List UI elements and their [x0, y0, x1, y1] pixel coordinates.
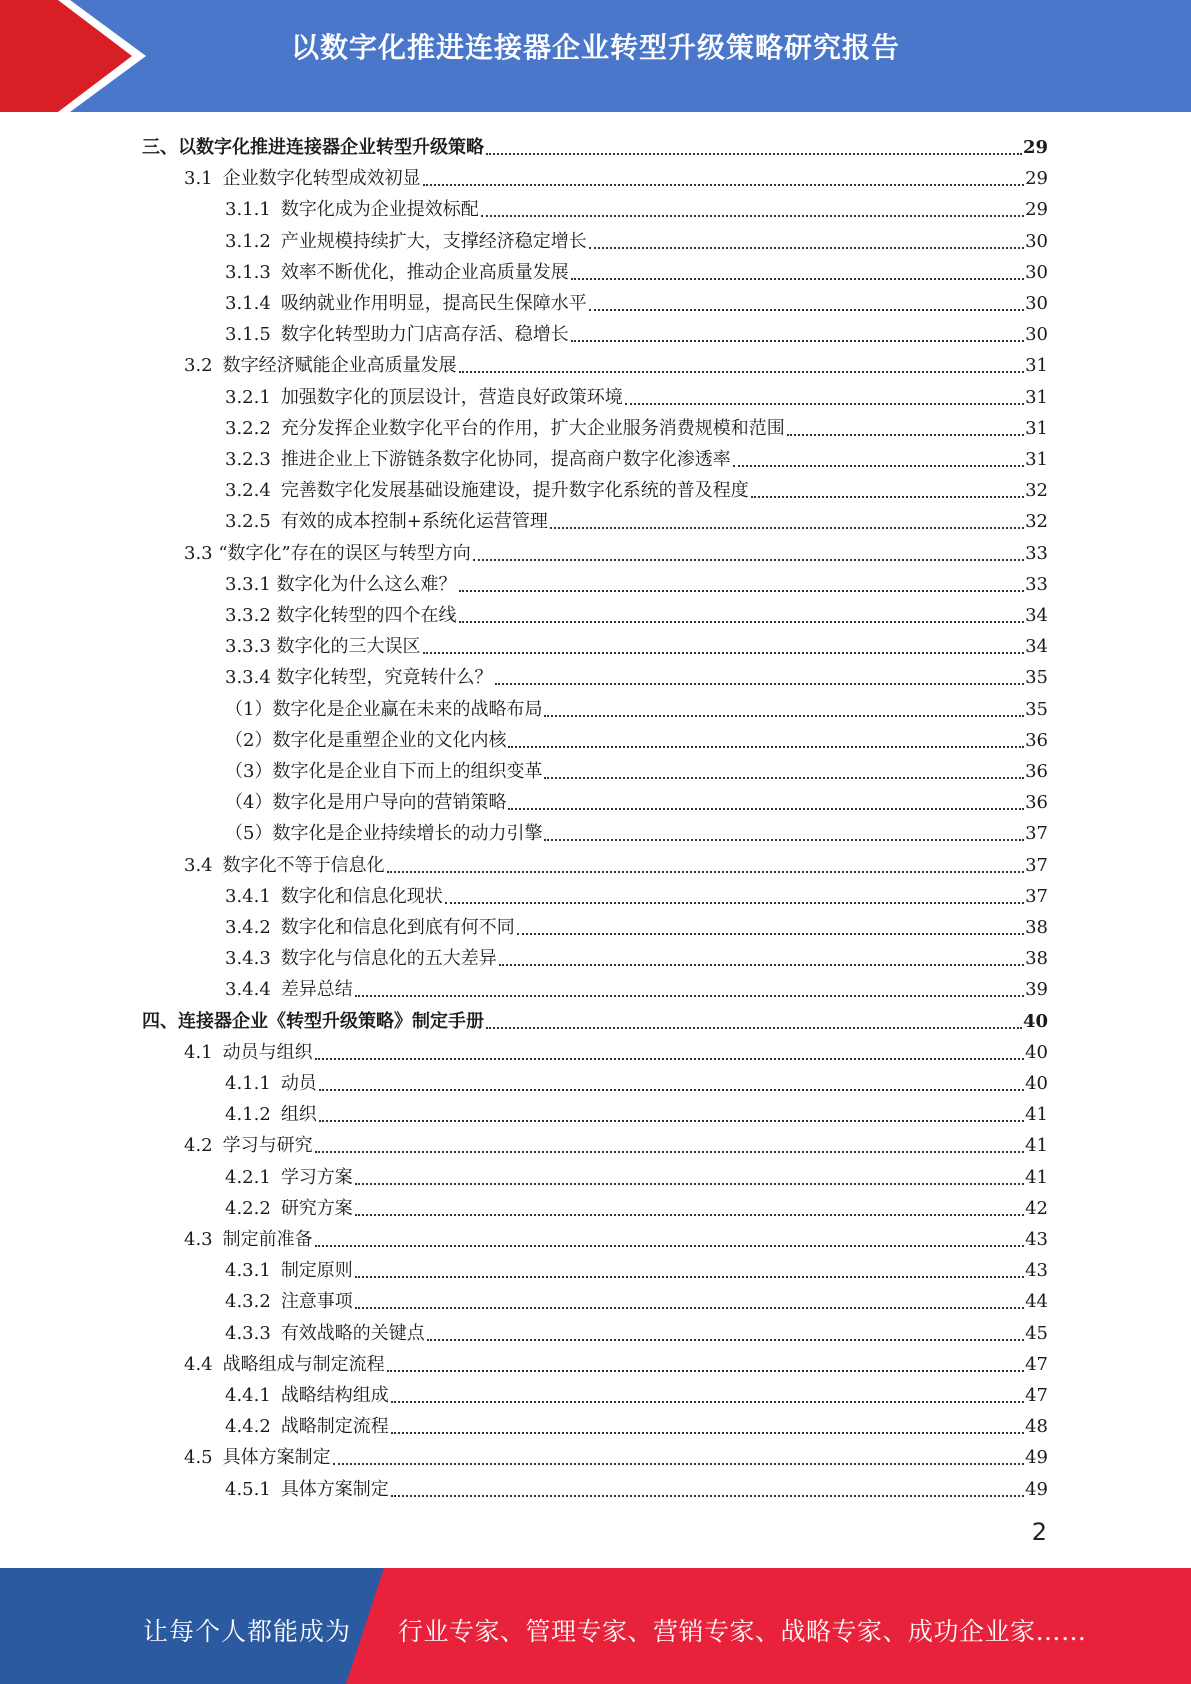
toc-entry-title: 有效的成本控制+系统化运营管理 [280, 511, 548, 533]
toc-entry-page: 47 [1025, 1385, 1048, 1406]
toc-dot-leader [625, 403, 1024, 405]
toc-entry-title: 研究方案 [280, 1197, 353, 1219]
toc-entry-title: 动员 [280, 1073, 317, 1094]
toc-dot-leader [459, 621, 1025, 623]
toc-dot-leader [517, 933, 1024, 935]
toc-entry-page: 35 [1025, 698, 1048, 720]
toc-entry[interactable] [142, 1002, 1048, 1033]
toc-entry[interactable] [184, 1033, 1048, 1064]
toc-entry-title: 数字经济赋能企业高质量发展 [222, 355, 457, 377]
toc-entry[interactable] [225, 502, 1048, 533]
toc-entry-page: 41 [1025, 1166, 1048, 1188]
toc-entry-title: 数字化与信息化的五大差异 [280, 948, 497, 970]
toc-entry-title: 产业规模持续扩大，支撑经济稳定增长 [280, 230, 587, 252]
toc-dot-leader [355, 1214, 1024, 1216]
toc-entry-number: 3.2.3 [225, 449, 271, 470]
toc-dot-leader [787, 434, 1024, 436]
toc-dot-leader [333, 1463, 1024, 1465]
toc-dot-leader [315, 1151, 1024, 1153]
toc-entry[interactable] [184, 1438, 1048, 1469]
toc-entry[interactable] [225, 222, 1048, 253]
toc-entry-title: （5）数字化是企业持续增长的动力引擎 [225, 823, 543, 845]
toc-entry[interactable] [225, 253, 1048, 284]
toc-entry[interactable] [225, 721, 1048, 752]
toc-entry-page: 31 [1025, 386, 1048, 408]
toc-dot-leader [486, 153, 1022, 155]
toc-entry-page: 40 [1025, 1041, 1048, 1063]
toc-entry[interactable] [225, 814, 1048, 845]
toc-entry-number: 4.3.2 [225, 1291, 271, 1313]
toc-entry-title: 四、连接器企业《转型升级策略》制定手册 [142, 1010, 484, 1032]
toc-entry-number: 4.4.1 [225, 1385, 271, 1406]
toc-entry[interactable] [225, 1064, 1048, 1095]
toc-entry[interactable] [225, 1470, 1048, 1501]
toc-entry[interactable] [225, 877, 1048, 908]
toc-entry-page: 49 [1025, 1478, 1048, 1500]
toc-entry-page: 34 [1025, 636, 1048, 658]
toc-entry-title: 加强数字化的顶层设计，营造良好政策环境 [280, 386, 623, 408]
toc-dot-leader [319, 1120, 1024, 1122]
toc-dot-leader [733, 465, 1024, 467]
toc-dot-leader [355, 1183, 1024, 1185]
toc-entry-page: 33 [1025, 573, 1048, 595]
toc-entry[interactable] [225, 752, 1048, 783]
toc-entry-page: 41 [1025, 1104, 1048, 1126]
toc-dot-leader [387, 871, 1024, 873]
toc-entry-page: 38 [1025, 917, 1048, 938]
toc-entry-title: （1）数字化是企业赢在未来的战略布局 [225, 698, 543, 720]
toc-dot-leader [427, 1339, 1024, 1341]
toc-entry-title: 注意事项 [280, 1291, 353, 1313]
toc-entry-number: 4.5 [184, 1447, 213, 1469]
toc-entry-title: 具体方案制定 [222, 1447, 331, 1469]
toc-dot-leader [499, 964, 1024, 966]
toc-entry-page: 36 [1025, 792, 1048, 814]
toc-entry[interactable] [184, 346, 1048, 377]
toc-entry-title: 效率不断优化，推动企业高质量发展 [280, 261, 569, 283]
toc-entry-title: 数字化和信息化现状 [280, 885, 443, 907]
toc-dot-leader [355, 995, 1024, 997]
toc-entry-title: 三、以数字化推进连接器企业转型升级策略 [142, 137, 484, 158]
toc-dot-leader [319, 1089, 1024, 1091]
toc-entry-title: 3.3.4 数字化转型，究竟转什么？ [225, 667, 493, 689]
toc-entry-page: 43 [1025, 1229, 1048, 1250]
toc-entry[interactable] [225, 565, 1048, 596]
toc-entry-page: 30 [1025, 230, 1048, 252]
toc-dot-leader [751, 496, 1024, 498]
header-band [0, 0, 1191, 112]
toc-entry-number: 3.2.4 [225, 480, 271, 502]
toc-entry[interactable] [225, 1251, 1048, 1282]
toc-entry-page: 45 [1025, 1322, 1048, 1344]
toc-entry-title: 3.3.2 数字化转型的四个在线 [225, 605, 457, 626]
toc-dot-leader [315, 1058, 1024, 1060]
toc-entry[interactable] [225, 627, 1048, 658]
toc-dot-leader [486, 1027, 1022, 1029]
toc-entry-title: 具体方案制定 [280, 1478, 389, 1500]
toc-dot-leader [544, 839, 1024, 841]
toc-entry-page: 36 [1025, 729, 1048, 751]
footer-slogan-left: 让每个人都能成为 [143, 1617, 352, 1646]
toc-entry-page: 49 [1025, 1447, 1048, 1469]
page-number: 2 [1031, 1518, 1047, 1546]
toc-entry-title: 制定原则 [280, 1260, 353, 1282]
toc-entry[interactable] [142, 128, 1048, 159]
toc-entry[interactable] [184, 1220, 1048, 1251]
toc-entry-title: 吸纳就业作用明显，提高民生保障水平 [280, 293, 587, 314]
toc-entry-page: 47 [1025, 1353, 1048, 1375]
toc-entry-number: 4.1.1 [225, 1073, 271, 1094]
report-title: 以数字化推进连接器企业转型升级策略研究报告 [290, 31, 900, 64]
toc-entry-number: 4.3 [184, 1229, 213, 1250]
toc-entry[interactable] [184, 1345, 1048, 1376]
toc-dot-leader [571, 340, 1024, 342]
toc-entry[interactable] [184, 1126, 1048, 1157]
toc-dot-leader [459, 590, 1025, 592]
toc-entry[interactable] [225, 970, 1048, 1001]
toc-entry-title: 组织 [280, 1104, 317, 1126]
toc-dot-leader [315, 1245, 1024, 1247]
toc-entry-page: 34 [1025, 605, 1048, 626]
toc-entry-page: 29 [1022, 137, 1048, 158]
toc-entry-title: 3.3 “数字化”存在的误区与转型方向 [184, 542, 471, 564]
toc-entry[interactable] [225, 315, 1048, 346]
toc-entry-number: 4.3.3 [225, 1322, 271, 1344]
toc-entry-number: 3.4.1 [225, 885, 271, 907]
toc-entry-title: 企业数字化转型成效初显 [222, 168, 421, 190]
toc-entry-page: 32 [1025, 511, 1048, 533]
toc-entry-page: 30 [1025, 324, 1048, 346]
toc-dot-leader [508, 746, 1024, 748]
toc-dot-leader [544, 777, 1024, 779]
toc-entry[interactable] [225, 471, 1048, 502]
toc-dot-leader [423, 184, 1024, 186]
toc-entry-page: 41 [1025, 1135, 1048, 1157]
toc-entry-page: 38 [1025, 948, 1048, 970]
toc-entry-page: 30 [1025, 261, 1048, 283]
toc-entry[interactable] [225, 409, 1048, 440]
toc-dot-leader [481, 215, 1024, 217]
toc-entry-title: 有效战略的关键点 [280, 1322, 425, 1344]
toc-entry[interactable] [225, 658, 1048, 689]
toc-entry[interactable] [184, 846, 1048, 877]
toc-entry-title: 3.3.3 数字化的三大误区 [225, 636, 421, 658]
toc-entry-number: 4.4.2 [225, 1416, 271, 1438]
toc-dot-leader [589, 309, 1024, 311]
toc-entry-title: 动员与组织 [222, 1041, 313, 1063]
toc-entry-number: 3.1.2 [225, 230, 271, 252]
toc-entry-page: 31 [1025, 417, 1048, 439]
toc-entry-number: 4.4 [184, 1353, 213, 1375]
toc-entry-number: 3.2.2 [225, 417, 271, 439]
toc-entry-page: 37 [1025, 823, 1048, 845]
toc-entry[interactable] [225, 284, 1048, 315]
toc-entry[interactable] [225, 190, 1048, 221]
toc-entry-page: 37 [1025, 885, 1048, 907]
toc-dot-leader [355, 1276, 1024, 1278]
toc-entry-page: 37 [1025, 854, 1048, 876]
toc-entry[interactable] [225, 939, 1048, 970]
toc-entry[interactable] [225, 1282, 1048, 1313]
toc-entry-number: 3.2 [184, 355, 213, 377]
toc-entry[interactable] [225, 440, 1048, 471]
footer-slogan-right: 行业专家、管理专家、营销专家、战略专家、成功企业家…… [398, 1617, 1087, 1646]
toc-entry-title: 战略组成与制定流程 [222, 1353, 385, 1375]
toc-entry-title: 完善数字化发展基础设施建设，提升数字化系统的普及程度 [280, 480, 749, 502]
toc-entry[interactable] [184, 534, 1048, 565]
toc-entry-page: 40 [1025, 1073, 1048, 1094]
toc-entry-number: 4.1 [184, 1041, 213, 1063]
toc-entry-title: （2）数字化是重塑企业的文化内核 [225, 729, 507, 751]
toc-entry-page: 44 [1025, 1291, 1048, 1313]
toc-entry-title: 战略制定流程 [280, 1416, 389, 1438]
toc-entry-page: 48 [1025, 1416, 1048, 1438]
toc-entry[interactable] [225, 1407, 1048, 1438]
toc-entry-number: 4.2.1 [225, 1166, 271, 1188]
toc-entry-number: 3.1.4 [225, 293, 271, 314]
toc-entry[interactable] [225, 1095, 1048, 1126]
toc-entry[interactable] [225, 378, 1048, 409]
toc-entry-page: 40 [1022, 1010, 1048, 1032]
toc-dot-leader [423, 652, 1025, 654]
toc-entry-title: 数字化和信息化到底有何不同 [280, 917, 515, 938]
toc-entry[interactable] [225, 1376, 1048, 1407]
toc-entry-page: 29 [1025, 168, 1048, 190]
toc-entry-title: 数字化成为企业提效标配 [280, 199, 479, 221]
toc-dot-leader [544, 715, 1024, 717]
toc-dot-leader [550, 527, 1024, 529]
toc-entry[interactable] [225, 1314, 1048, 1345]
toc-entry-page: 39 [1025, 979, 1048, 1001]
toc-entry[interactable] [225, 908, 1048, 939]
toc-entry-title: 差异总结 [280, 979, 353, 1001]
toc-dot-leader [391, 1495, 1024, 1497]
toc-entry-title: 数字化转型助力门店高存活、稳增长 [280, 324, 569, 346]
toc-entry-page: 31 [1025, 355, 1048, 377]
toc-dot-leader [473, 559, 1024, 561]
toc-entry[interactable] [225, 690, 1048, 721]
toc-dot-leader [459, 371, 1024, 373]
toc-entry-number: 4.5.1 [225, 1478, 271, 1500]
toc-entry-page: 35 [1025, 667, 1048, 689]
toc-entry-number: 3.4 [184, 854, 213, 876]
toc-entry-page: 30 [1025, 293, 1048, 314]
toc-entry-title: 战略结构组成 [280, 1385, 389, 1406]
toc-entry-number: 4.2.2 [225, 1197, 271, 1219]
toc-entry[interactable] [184, 159, 1048, 190]
toc-entry-title: 3.3.1 数字化为什么这么难？ [225, 573, 457, 595]
toc-entry-page: 29 [1025, 199, 1048, 221]
toc-entry-number: 3.4.4 [225, 979, 271, 1001]
toc-entry-page: 31 [1025, 449, 1048, 470]
toc-entry-number: 3.1.5 [225, 324, 271, 346]
toc-dot-leader [571, 278, 1024, 280]
toc-entry-number: 3.4.2 [225, 917, 271, 938]
toc-entry-page: 32 [1025, 480, 1048, 502]
toc-entry-title: （3）数字化是企业自下而上的组织变革 [225, 761, 543, 782]
toc-dot-leader [508, 808, 1024, 810]
toc-entry-title: 充分发挥企业数字化平台的作用，扩大企业服务消费规模和范围 [280, 417, 785, 439]
toc-entry-number: 3.1.1 [225, 199, 271, 221]
toc-dot-leader [445, 902, 1024, 904]
toc-entry-number: 3.1.3 [225, 261, 271, 283]
toc-entry[interactable] [225, 783, 1048, 814]
toc-entry-page: 43 [1025, 1260, 1048, 1282]
toc-entry-title: 学习方案 [280, 1166, 353, 1188]
toc-dot-leader [495, 683, 1025, 685]
toc-entry-title: 数字化不等于信息化 [222, 854, 385, 876]
toc-entry-page: 36 [1025, 761, 1048, 782]
toc-entry-title: 制定前准备 [222, 1229, 313, 1250]
toc-entry-number: 3.4.3 [225, 948, 271, 970]
toc-dot-leader [391, 1432, 1024, 1434]
toc-entry-number: 3.2.1 [225, 386, 271, 408]
toc-entry-number: 4.3.1 [225, 1260, 271, 1282]
toc-entry-number: 3.2.5 [225, 511, 271, 533]
toc-entry-title: 学习与研究 [222, 1135, 313, 1157]
toc-entry-number: 4.1.2 [225, 1104, 271, 1126]
footer-banner [0, 1568, 1191, 1684]
toc-entry[interactable] [225, 1158, 1048, 1189]
toc-entry-number: 4.2 [184, 1135, 213, 1157]
toc-entry-title: 推进企业上下游链条数字化协同，提高商户数字化渗透率 [280, 449, 731, 470]
toc-entry-title: （4）数字化是用户导向的营销策略 [225, 792, 507, 814]
toc-dot-leader [355, 1307, 1024, 1309]
toc-entry-page: 42 [1025, 1197, 1048, 1219]
toc-dot-leader [589, 247, 1024, 249]
toc-dot-leader [387, 1370, 1024, 1372]
toc-entry-number: 3.1 [184, 168, 213, 190]
toc-entry-page: 33 [1025, 542, 1048, 564]
toc-entry[interactable] [225, 596, 1048, 627]
toc-dot-leader [391, 1401, 1024, 1403]
toc-entry[interactable] [225, 1189, 1048, 1220]
